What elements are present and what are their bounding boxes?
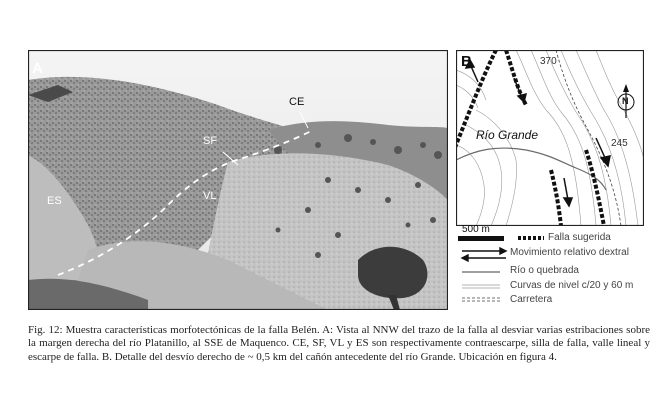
- label-vl: VL: [203, 190, 217, 202]
- river-name: Río Grande: [476, 128, 539, 142]
- panel-b-letter: B: [461, 53, 472, 70]
- figure-caption: Fig. 12: Muestra características morfotectónicas de la falla Belén. A: Vista al NNW del trazo de la falla al desviar varias estribaciones sobre la margen derecha del río Platanillo, al SSE de Maquenco. CE, SF, VL y ES son respectivamente contraescarpe, silla de falla, valle lineal y escarpe de falla. B. Detalle del desvío derecho de ~ 0,5 km del cañón antecedente del río Grande. Ubicación en figura 4.: [28, 324, 650, 363]
- legend-road: Carretera: [510, 294, 553, 305]
- label-ce: CE: [289, 96, 305, 108]
- legend-fault: Falla sugerida: [548, 232, 611, 243]
- scale-bar-label: 500 m: [462, 224, 490, 235]
- legend-contours: Curvas de nivel c/20 y 60 m: [510, 280, 634, 291]
- landscape-photo: [28, 50, 448, 310]
- elevation-245: 245: [611, 138, 628, 149]
- map-legend: [456, 224, 666, 312]
- north-label: N: [622, 96, 629, 106]
- label-sf: SF: [203, 135, 218, 147]
- label-es: ES: [47, 195, 62, 207]
- panel-a-photo: [28, 50, 448, 310]
- legend-river: Río o quebrada: [510, 265, 579, 276]
- panel-b-map: [456, 50, 644, 226]
- legend-dextral: Movimiento relativo dextral: [510, 247, 629, 258]
- panel-a-letter: A: [32, 60, 43, 77]
- elevation-370: 370: [540, 56, 557, 67]
